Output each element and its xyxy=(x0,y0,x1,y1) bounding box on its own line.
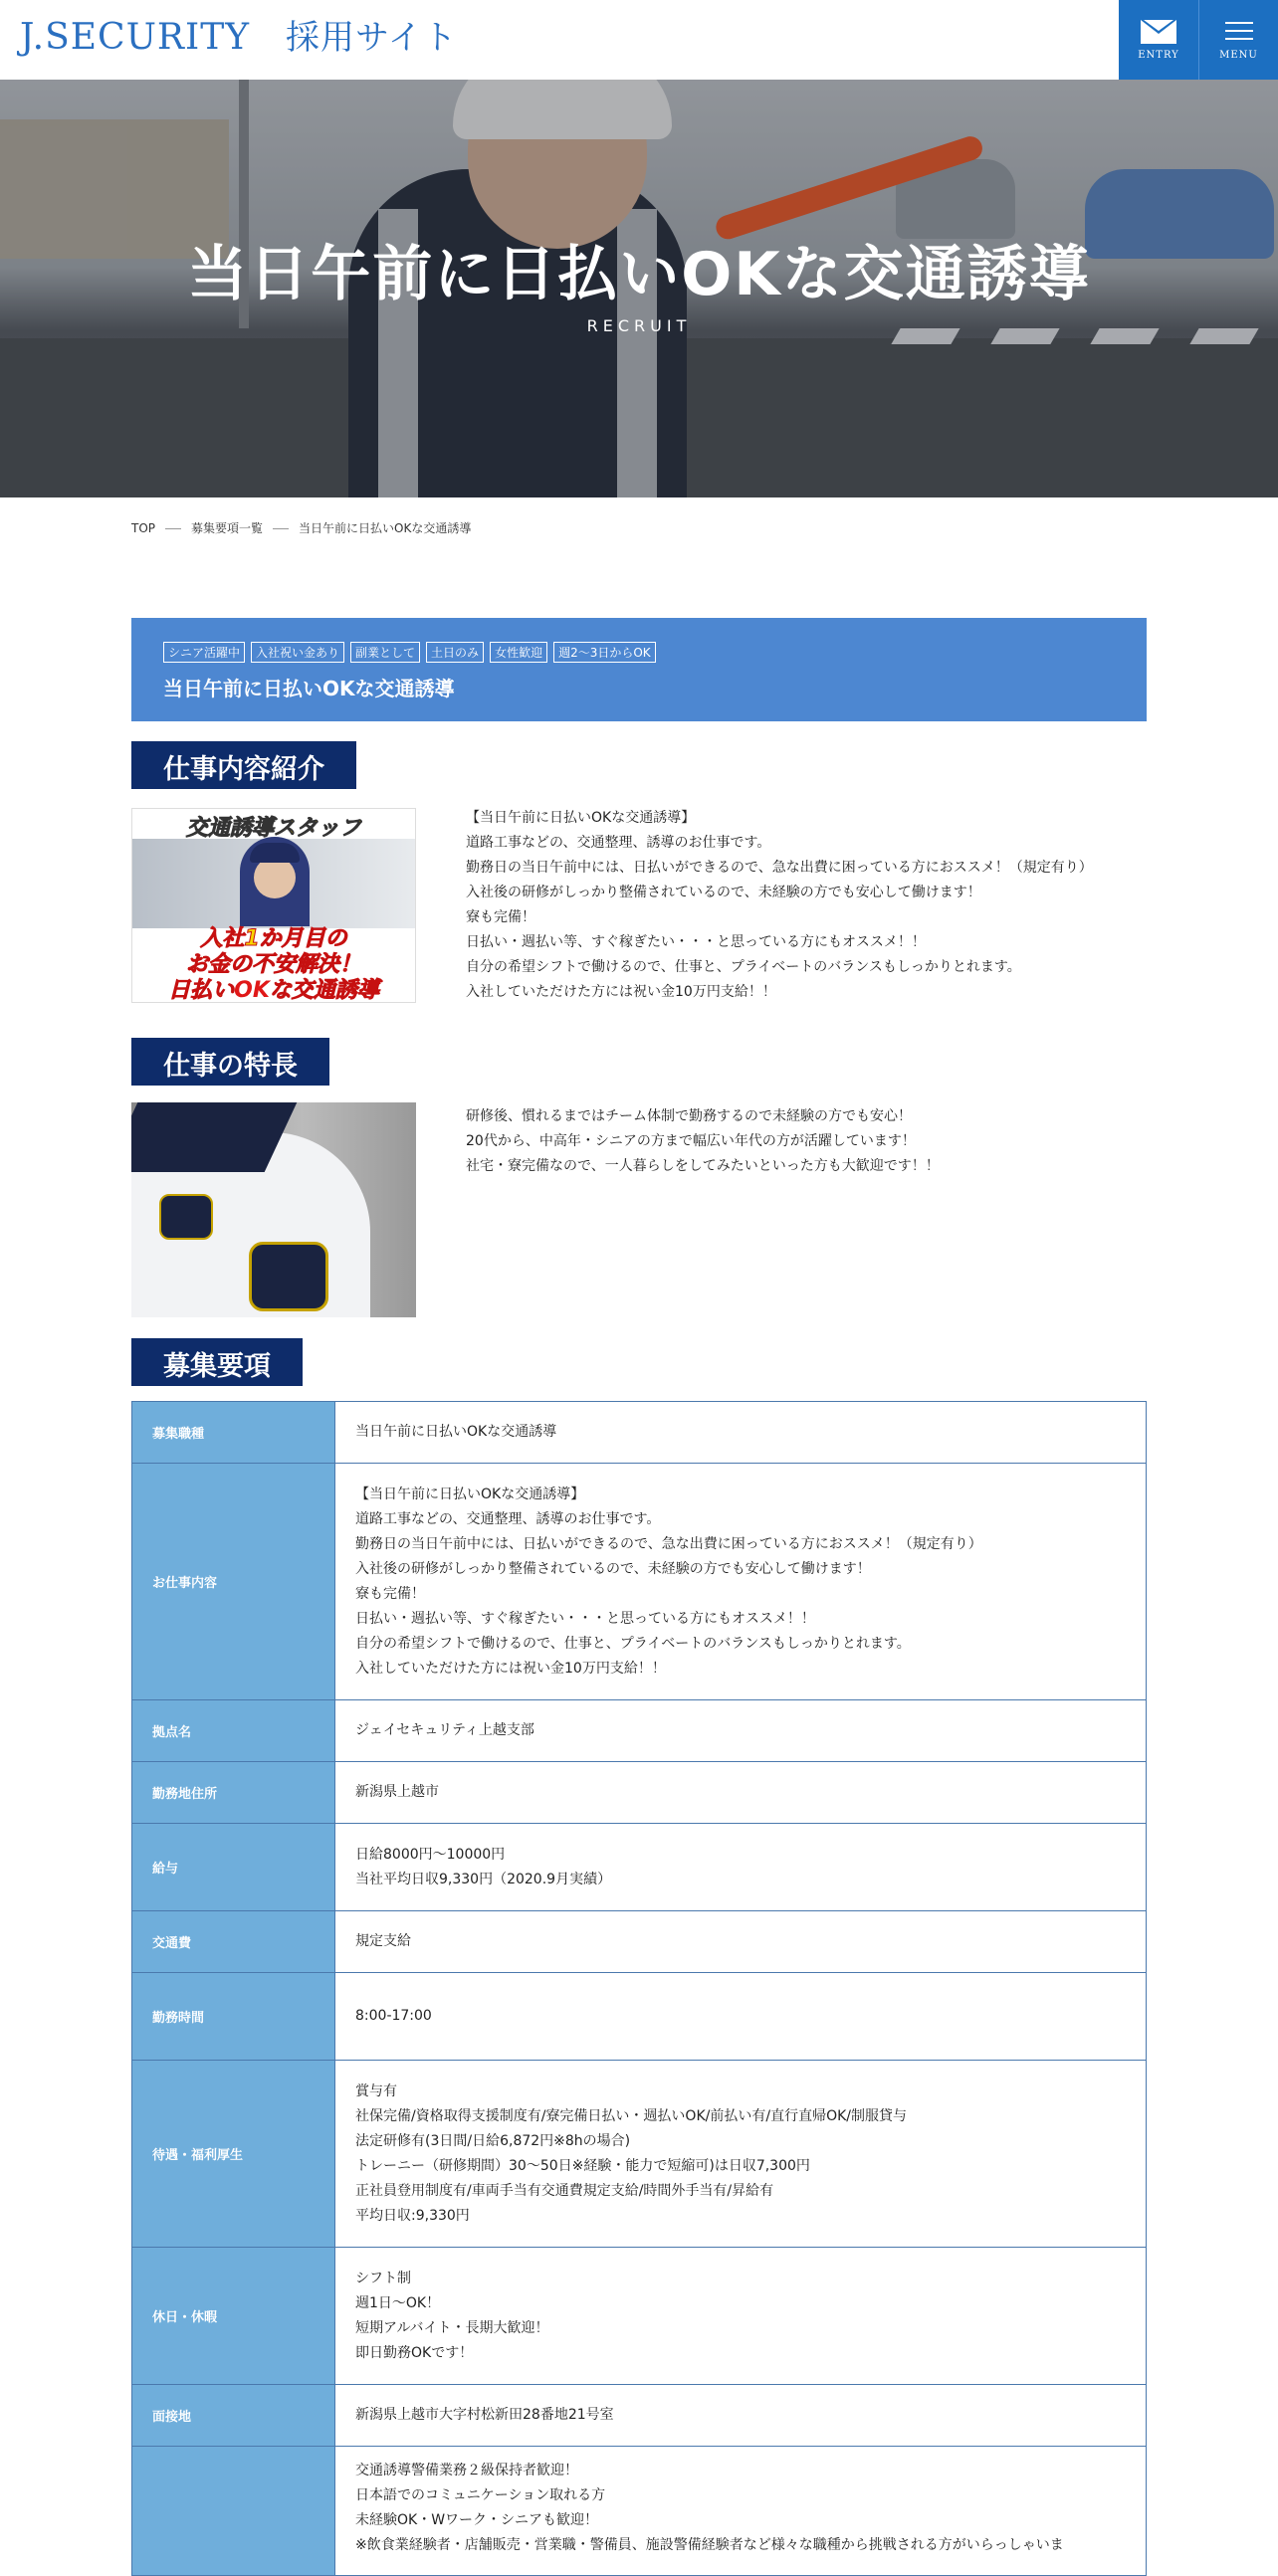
row-label: 待遇・福利厚生 xyxy=(132,2061,335,2248)
illustration-caption: 入社1か月目の お金の不安解決！ 日払いOKな交通誘導 xyxy=(168,926,379,1003)
hamburger-icon xyxy=(1225,22,1253,40)
row-label: 給与 xyxy=(132,1824,335,1911)
menu-button[interactable] xyxy=(1198,0,1278,80)
row-label: 休日・休暇 xyxy=(132,2248,335,2385)
entry-button[interactable] xyxy=(1119,0,1198,80)
row-value: 日給8000円～10000円 当社平均日収9,330円（2020.9月実績） xyxy=(335,1824,1147,1911)
site-header xyxy=(0,0,1278,80)
row-label xyxy=(132,2447,335,2576)
table-row xyxy=(132,1824,1147,1911)
row-value: 8:00-17:00 xyxy=(335,1973,1147,2061)
table-row xyxy=(132,2385,1147,2447)
row-value: 交通誘導警備業務２級保持者歓迎！ 日本語でのコミュニケーション取れる方 未経験OK・Wワーク・シニアも歓迎！ ※飲食業経験者・店舗販売・営業職・警備員、施設警備経験者など様々な職種から挑戦される方がいらっしゃいま xyxy=(335,2447,1147,2576)
job-banner xyxy=(131,618,1147,721)
features-photo xyxy=(131,1102,416,1317)
hero-title: 当日午前に日払いOKな交通誘導 xyxy=(187,240,1091,309)
breadcrumb-current: 当日午前に日払いOKな交通誘導 xyxy=(299,521,472,535)
row-label: 募集職種 xyxy=(132,1402,335,1464)
row-value: 新潟県上越市 xyxy=(335,1762,1147,1824)
section-title-work: 仕事内容紹介 xyxy=(131,741,356,789)
row-value: 規定支給 xyxy=(335,1911,1147,1973)
table-row xyxy=(132,1973,1147,2061)
requirements-table xyxy=(131,1401,1147,2576)
tag: 週2～3日からOK xyxy=(553,642,656,663)
section-title-features: 仕事の特長 xyxy=(131,1038,329,1086)
table-row xyxy=(132,2061,1147,2248)
work-illustration xyxy=(131,808,416,1003)
table-row xyxy=(132,1402,1147,1464)
row-label: 面接地 xyxy=(132,2385,335,2447)
tag: 女性歓迎 xyxy=(490,642,547,663)
site-name: 採用サイト xyxy=(286,18,458,58)
features-description: 研修後、慣れるまではチーム体制で勤務するので未経験の方でも安心！ 20代から、中高年・シニアの方まで幅広い年代の方が活躍しています！ 社宅・寮完備なので、一人暮らしをしてみたいといった方も大歓迎です！！ xyxy=(466,1108,940,1174)
work-description: 【当日午前に日払いOKな交通誘導】 道路工事などの、交通整理、誘導のお仕事です。 勤務日の当日午前中には、日払いができるので、急な出費に困っている方におススメ！（規定有り） 入社後の研修がしっかり整備されているので、未経験の方でも安心して働けます！ 寮も完備！ 日払い・週払い等、すぐ稼ぎたい・・・と思っている方にもオススメ！！ 自分の希望シフトで働けるので、仕事と、プライベートのバランスもしっかりとれます。 入社していただけた方には祝い金10万円支給！！ xyxy=(466,810,1093,1000)
row-label: 交通費 xyxy=(132,1911,335,1973)
breadcrumb-list[interactable]: 募集要項一覧 xyxy=(191,521,264,535)
row-value: ジェイセキュリティ上越支部 xyxy=(335,1700,1147,1762)
section-title-requirements: 募集要項 xyxy=(131,1338,303,1386)
tag: 副業として xyxy=(350,642,420,663)
job-title: 当日午前に日払いOKな交通誘導 xyxy=(163,677,455,700)
row-label: 勤務地住所 xyxy=(132,1762,335,1824)
tag-list xyxy=(163,642,1147,663)
hero-subtitle: RECRUIT xyxy=(586,316,692,335)
table-row xyxy=(132,1464,1147,1700)
row-value: 賞与有 社保完備/資格取得支援制度有/寮完備日払い・週払いOK/前払い有/直行直帰OK/制服貸与 法定研修有(3日間/日給6,872円※8hの場合) トレーニー（研修期間）30～50日※経験・能力で短縮可)は日収7,300円 正社員登用制度有/車両手当有交通費規定支給/時間外手当有/昇給有 平均日収:9,330円 xyxy=(335,2061,1147,2248)
table-row xyxy=(132,1762,1147,1824)
breadcrumb xyxy=(131,519,471,536)
row-value: 新潟県上越市大字村松新田28番地21号室 xyxy=(335,2385,1147,2447)
row-label: 拠点名 xyxy=(132,1700,335,1762)
tag: 土日のみ xyxy=(426,642,484,663)
table-row xyxy=(132,2248,1147,2385)
row-label: 勤務時間 xyxy=(132,1973,335,2061)
row-value: シフト制 週1日～OK！ 短期アルバイト・長期大歓迎！ 即日勤務OKです！ xyxy=(335,2248,1147,2385)
row-label: お仕事内容 xyxy=(132,1464,335,1700)
logo-text: J.SECURITY xyxy=(20,17,251,58)
envelope-icon xyxy=(1141,20,1176,44)
site-logo[interactable] xyxy=(20,10,458,59)
tag: 入社祝い金あり xyxy=(251,642,344,663)
table-row xyxy=(132,1911,1147,1973)
row-value: 【当日午前に日払いOKな交通誘導】 道路工事などの、交通整理、誘導のお仕事です。 勤務日の当日午前中には、日払いができるので、急な出費に困っている方におススメ！（規定有り） 入社後の研修がしっかり整備されているので、未経験の方でも安心して働けます！ 寮も完備！ 日払い・週払い等、すぐ稼ぎたい・・・と思っている方にもオススメ！！ 自分の希望シフトで働けるので、仕事と、プライベートのバランスもしっかりとれます。 入社していただけた方には祝い金10万円支給！！ xyxy=(335,1464,1147,1700)
illustration-heading: 交通誘導スタッフ xyxy=(185,816,361,841)
table-row xyxy=(132,2447,1147,2576)
row-value: 当日午前に日払いOKな交通誘導 xyxy=(335,1402,1147,1464)
table-row xyxy=(132,1700,1147,1762)
entry-label: ENTRY xyxy=(1138,50,1179,61)
tag: シニア活躍中 xyxy=(163,642,245,663)
breadcrumb-top[interactable]: TOP xyxy=(131,521,156,535)
menu-label: MENU xyxy=(1219,50,1258,61)
